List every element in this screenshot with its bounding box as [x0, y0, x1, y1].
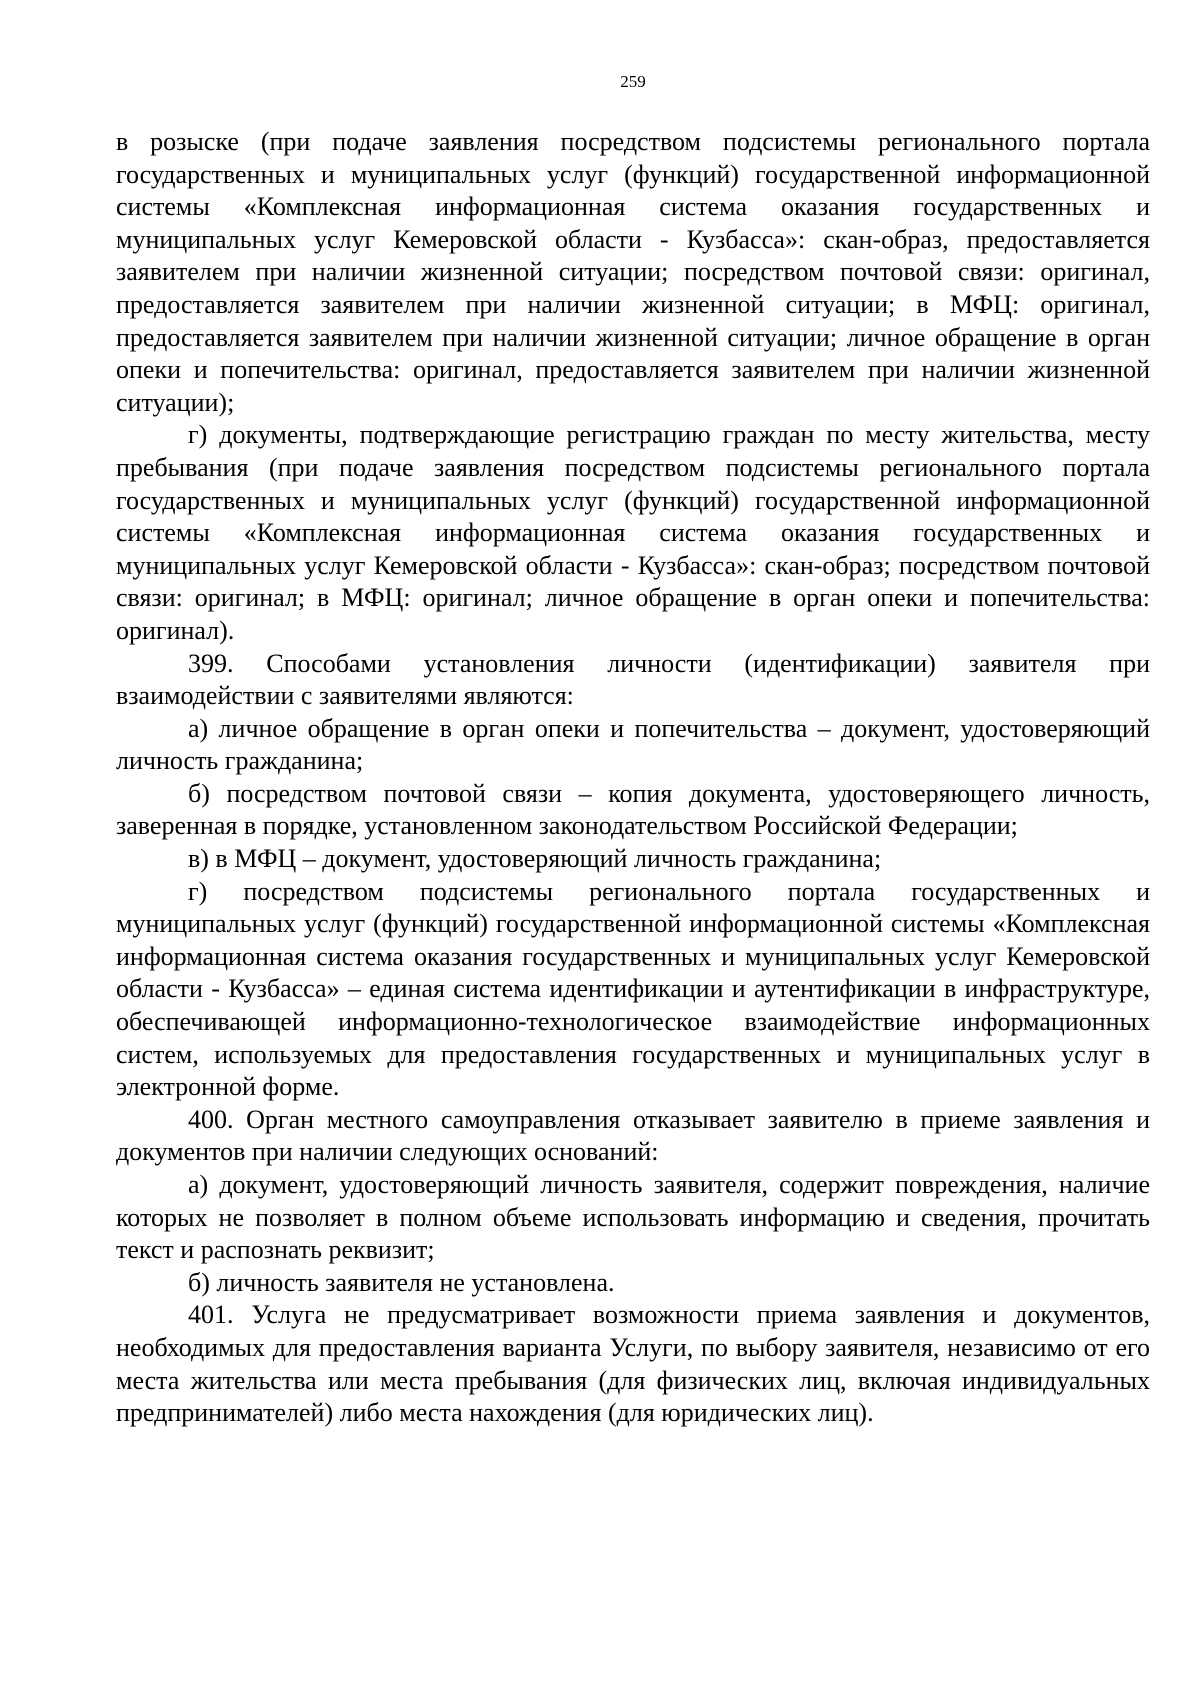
paragraph-400-a-damaged-document: а) документ, удостоверяющий личность заявителя, содержит повреждения, наличие которых не позволяет в полном объеме использовать информацию и сведения, прочитать текст и распознать реквизит; [116, 1170, 1150, 1265]
paragraph-residence-documents: г) документы, подтверждающие регистрацию граждан по месту жительства, месту пребывания (при подаче заявления посредством подсистемы регионального портала государственных и муниципальных услуг (функций) государственной информационной системы «Комплексная информационная система оказания государственных и муниципальных услуг Кемеровской области - Кузбасса»: скан-образ; посредством почтовой связи: оригинал; в МФЦ: оригинал; личное обращение в орган опеки и попечительства: оригинал). [116, 420, 1150, 645]
paragraph-399-a-personal-visit: а) личное обращение в орган опеки и попечительства – документ, удостоверяющий личность гражданина; [116, 713, 1150, 776]
paragraph-399-d-portal: г) посредством подсистемы регионального портала государственных и муниципальных услуг (функций) государственной информационной системы «Комплексная информационная система оказания государственных и муниципальных услуг Кемеровской области - Кузбасса» – единая система идентификации и аутентификации в инфраструктуре, обеспечивающей информационно-технологическое взаимодействие информационных систем, используемых для предоставления государственных и муниципальных услуг в электронной форме. [116, 876, 1150, 1102]
page-number: 259 [620, 72, 646, 91]
paragraph-search-status: в розыске (при подаче заявления посредством подсистемы регионального портала государственных и муниципальных услуг (функций) государственной информационной системы «Комплексная информационная система оказания государственных и муниципальных услуг Кемеровской области - Кузбасса»: скан-образ, предоставляется заявителем при наличии жизненной ситуации; посредством почтовой связи: оригинал, предоставляется заявителем при наличии жизненной ситуации; в МФЦ: оригинал, предоставляется заявителем при наличии жизненной ситуации; личное обращение в орган опеки и попечительства: оригинал, предоставляется заявителем при наличии жизненной ситуации); [116, 127, 1150, 417]
paragraph-400-refusal-grounds: 400. Орган местного самоуправления отказывает заявителю в приеме заявления и документов при наличии следующих оснований: [116, 1104, 1150, 1167]
paragraph-399-identification-methods: 399. Способами установления личности (идентификации) заявителя при взаимодействии с заявителями являются: [116, 648, 1150, 711]
paragraph-400-b-identity-not-established: б) личность заявителя не установлена. [188, 1267, 615, 1297]
paragraph-399-b-postal: б) посредством почтовой связи – копия документа, удостоверяющего личность, заверенная в порядке, установленном законодательством Российской Федерации; [116, 778, 1150, 841]
document-page [116, 0, 1150, 1698]
paragraph-399-c-mfc: в) в МФЦ – документ, удостоверяющий личность гражданина; [188, 844, 882, 874]
document-body [116, 126, 1150, 1430]
paragraph-401-extraterritorial: 401. Услуга не предусматривает возможности приема заявления и документов, необходимых для предоставления варианта Услуги, по выбору заявителя, независимо от его места жительства или места пребывания (для физических лиц, включая индивидуальных предпринимателей) либо места нахождения (для юридических лиц). [116, 1300, 1150, 1428]
